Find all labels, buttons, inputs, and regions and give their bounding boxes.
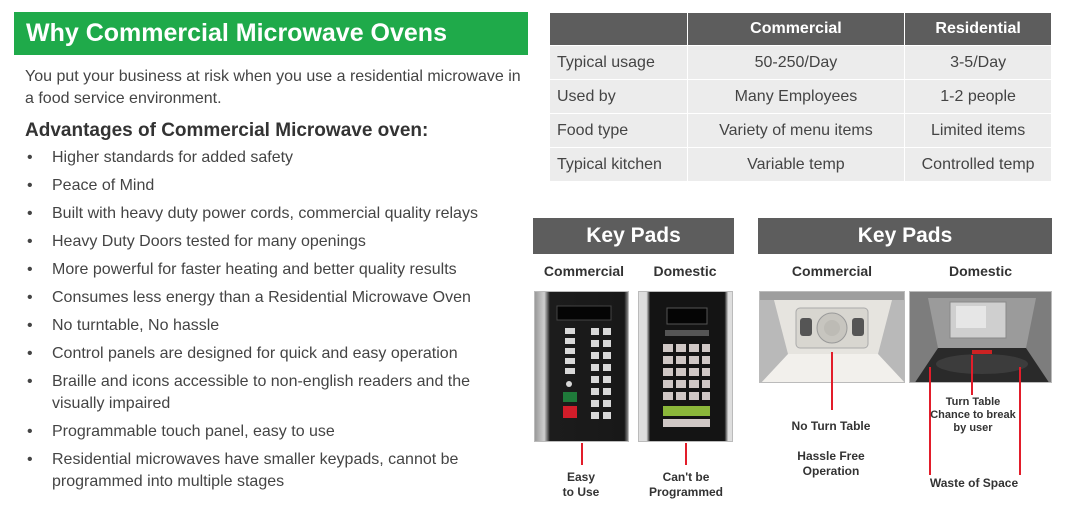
commercial-keypad-callout-line [581,443,583,465]
advantage-item: • Consumes less energy than a Residential Microwave Oven [25,287,525,309]
keypads-panel-title: Key Pads [533,218,734,254]
waste-of-space-caption: Waste of Space [929,476,1019,490]
no-turn-table-caption: No Turn Table [791,419,871,433]
bullet-icon: • [27,261,33,278]
row-label: Typical usage [550,46,688,80]
advantages-list [25,147,525,499]
residential-cell: 3-5/Day [905,46,1052,80]
advantage-item: • Heavy Duty Doors tested for many openings [25,231,525,253]
table-row [550,46,1052,80]
bullet-icon: • [27,289,33,306]
row-label: Used by [550,80,688,114]
advantage-item: • Braille and icons accessible to non-english readers and the visually impaired [27,373,471,412]
hassle-free-caption: Hassle Free Operation [797,449,865,478]
advantage-item: • Control panels are designed for quick and easy operation [25,343,525,365]
advantage-item: • No turntable, No hassle [25,315,525,337]
advantage-item: • Higher standards for added safety [25,147,525,169]
domestic-keypad-icon [639,292,734,443]
page-title: Why Commercial Microwave Ovens [26,19,447,47]
table-header-residential: Residential [905,13,1052,46]
bullet-icon: • [27,149,33,166]
advantage-item: • More powerful for faster heating and better quality results [25,259,525,281]
bullet-icon: • [27,373,33,390]
advantage-item: • Built with heavy duty power cords, commercial quality relays [25,203,525,225]
comparison-table [549,12,1052,182]
bullet-icon: • [27,451,33,468]
commercial-cell: Many Employees [687,80,905,114]
bullet-icon: • [27,205,33,222]
residential-cell: Controlled temp [905,148,1052,182]
bullet-icon: • [27,233,33,250]
row-label: Food type [550,114,688,148]
commercial-keypad-image [534,291,629,442]
bullet-icon: • [27,423,33,440]
advantage-item: • Programmable touch panel, easy to use [25,421,525,443]
no-turn-table-callout-line [831,352,833,410]
advantages-heading: Advantages of Commercial Microwave oven: [25,120,429,141]
table-row [550,114,1052,148]
commercial-keypad-icon [535,292,630,443]
ovens-domestic-label: Domestic [948,263,1013,279]
commercial-cell: Variety of menu items [687,114,905,148]
advantage-item: • Peace of Mind [25,175,525,197]
ovens-panel-title: Key Pads [758,218,1052,254]
table-header-blank [550,13,688,46]
residential-cell: 1-2 people [905,80,1052,114]
domestic-oven-cavity-icon [910,292,1052,383]
turn-table-caption: Turn Table Chance to break by user [930,396,1016,434]
bullet-icon: • [27,317,33,334]
intro-text: You put your business at risk when you use a residential microwave in a food service environment. [25,68,521,107]
commercial-cell: 50-250/Day [687,46,905,80]
easy-to-use-caption: Easy to Use [562,470,600,499]
bullet-icon: • [27,345,33,362]
cant-be-programmed-caption: Can't be Programmed [648,470,724,499]
commercial-cell: Variable temp [687,148,905,182]
table-row [550,148,1052,182]
table-header-commercial: Commercial [687,13,905,46]
table-header-row [550,13,1052,46]
table-row [550,80,1052,114]
row-label: Typical kitchen [550,148,688,182]
domestic-keypad-image [638,291,733,442]
title-banner [14,12,528,55]
domestic-keypad-callout-line [685,443,687,465]
residential-cell: Limited items [905,114,1052,148]
keypads-domestic-label: Domestic [653,263,717,279]
turn-table-callout-line [971,355,973,395]
bullet-icon: • [27,177,33,194]
keypads-commercial-label: Commercial [543,263,625,279]
advantage-item: • Residential microwaves have smaller keypads, cannot be programmed into multiple stages [27,451,459,490]
ovens-commercial-label: Commercial [791,263,873,279]
